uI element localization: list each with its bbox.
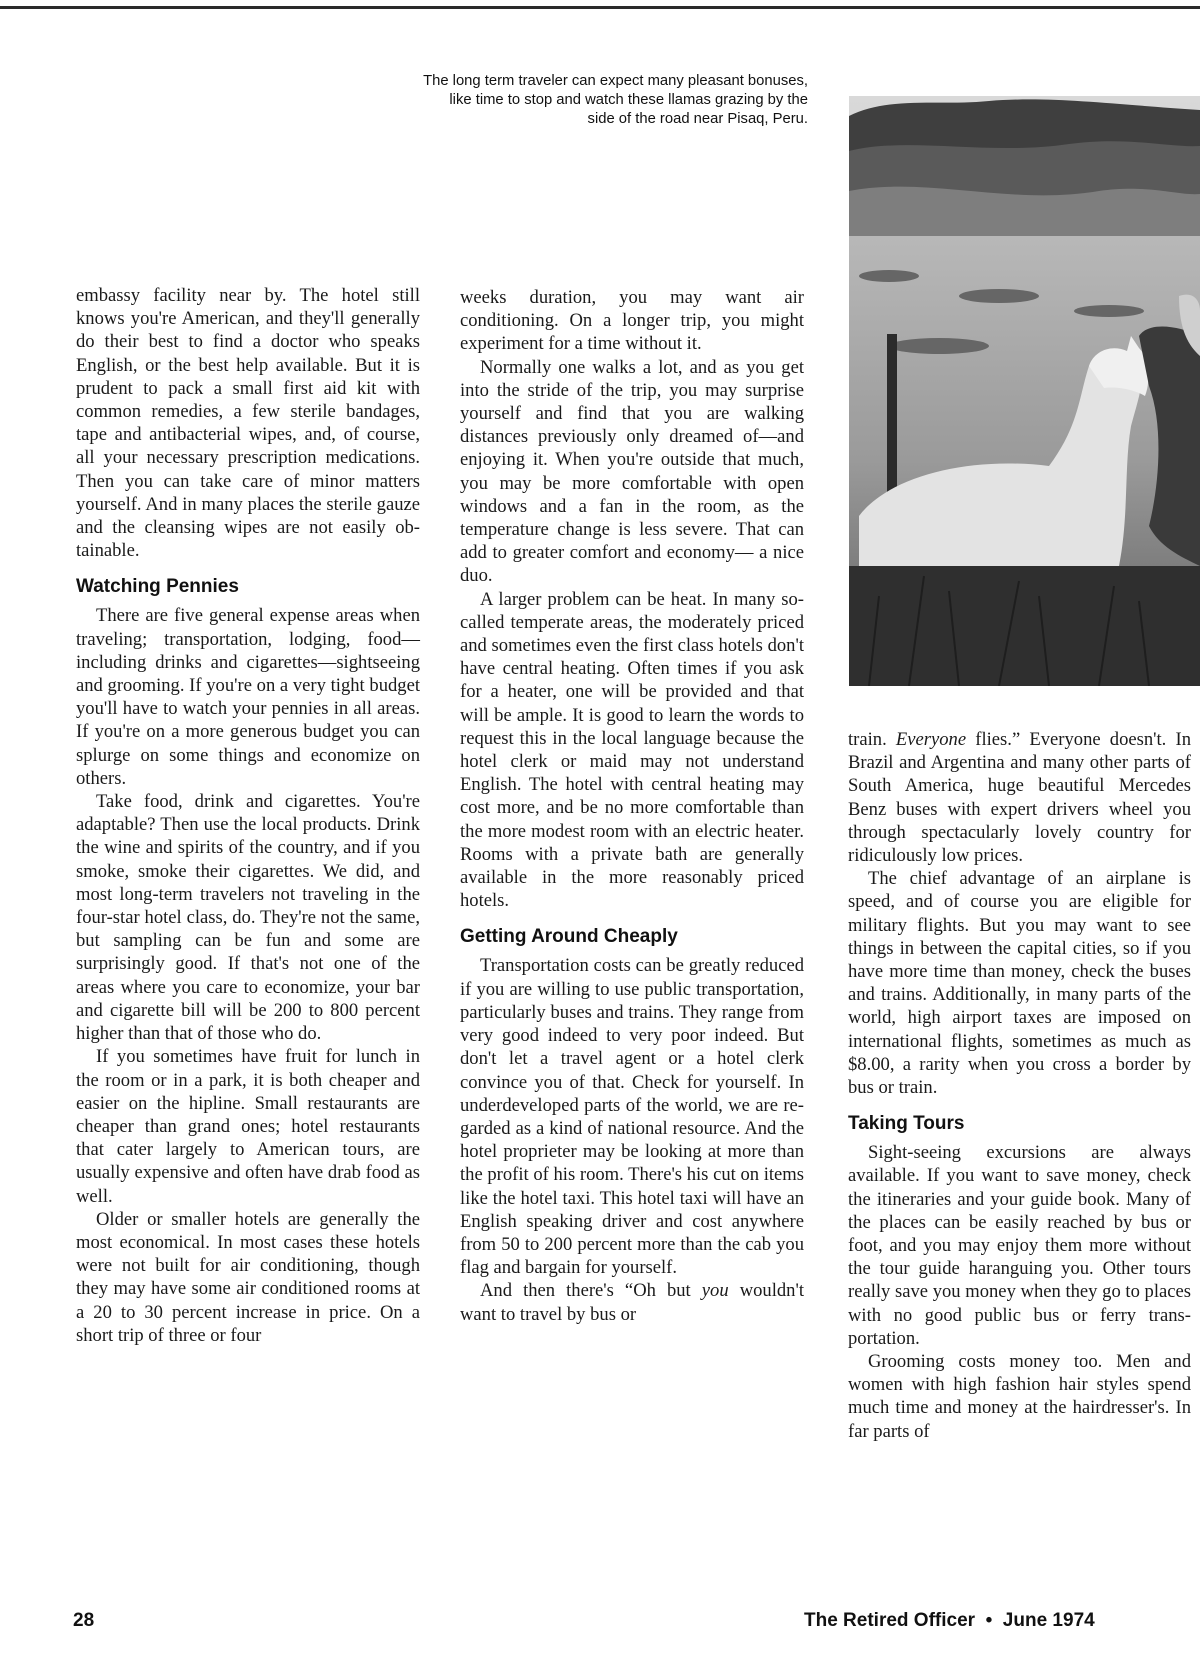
paragraph: Older or smaller hotels are generally the most economical. In most cases these hotels were not built for air conditioning, though they may have some air conditioned rooms at a 20 to 30 percent increase in price. On a short trip of three or four [76, 1208, 420, 1346]
column-3 [848, 728, 1191, 1443]
paragraph: weeks duration, you may want air conditioning. On a longer trip, you might experiment for a time without it. [460, 287, 804, 355]
text-run: And then there's “Oh but [480, 1280, 702, 1302]
paragraph: If you sometimes have fruit for lunch in the room or in a park, it is both cheaper and easier on the hipline. Small restaurants are cheaper than grand ones; hotel restaurants that cater largely to American tours, are usually expensive and often have drab food as well. [76, 1046, 420, 1207]
paragraph: There are five general expense areas when traveling; transportation, lodging, food—including drinks and cigarettes—sightseeing and grooming. If you're on a very tight budget you'll have to watch your pennies in all areas. If you're on a more generous budget you can splurge on some things and economize on others. [76, 605, 420, 789]
heading-getting-around-cheaply: Getting Around Cheaply [460, 926, 678, 948]
paragraph: Grooming costs money too. Men and women with high fashion hair styles spend much time and money at the hairdresser's. In far parts of [848, 1351, 1191, 1442]
text-run: flies.” Everyone doesn't. In Brazil and Argentina and many other parts of South America, huge beautiful Mercedes Benz buses with expert drivers wheel you through spectacularly lovely country for ridiculously low prices. [848, 729, 1191, 867]
paragraph [460, 1279, 804, 1325]
photo-caption: The long term traveler can expect many pleasant bonuses, like time to stop and watch these llamas grazing by the side of the road near Pisaq, Peru. [423, 73, 808, 127]
llama-photo [849, 96, 1200, 686]
page-number: 28 [73, 1610, 95, 1631]
column-2 [460, 286, 804, 1326]
text-run: train. [848, 729, 896, 750]
heading-watching-pennies: Watching Pennies [76, 576, 239, 598]
paragraph: A larger problem can be heat. In many so-called temperate areas, the moderately priced and sometimes even the first class hotels don't have central heating. Often times if you ask for a heater, one will be provided and that will be ample. It is good to learn the words to request this in the local language because the hotel clerk or maid may not understand English. The hotel with central heating may cost more, and be no more comfortable than the more modest room with an electric heater. Rooms with a private bath are generally available in the more reasonably priced hotels. [460, 588, 804, 912]
publication-footer: The Retired Officer • June 1974 [804, 1610, 1095, 1631]
paragraph: Sight-seeing excursions are always available. If you want to save money, check the itineraries and your guide book. Many of the places can be easily reached by bus or foot, and you may enjoy them more without the tour guide haranguing you. Other tours really save you money when they go to places with no good public bus or ferry transportation. [848, 1142, 1191, 1349]
heading-taking-tours: Taking Tours [848, 1113, 965, 1135]
top-rule [0, 6, 1200, 9]
paragraph [848, 728, 1191, 867]
emphasis: Everyone [895, 729, 967, 750]
emphasis: you [701, 1280, 729, 1302]
paragraph: Normally one walks a lot, and as you get into the stride of the trip, you may surprise yourself and find that you are walking distances previously only dreamed of—and enjoying it. When you're outside that much, you may be more comfortable with open windows and a fan in the room, as the temperature change is less severe. That can add to greater comfort and economy— a nice duo. [460, 356, 804, 587]
paragraph: Take food, drink and cigarettes. You're adaptable? Then use the local products. Drink the wine and spirits of the country, and if you smoke, smoke their cigarettes. We did, and most long-term travelers not traveling in the four-star hotel class, do. They're not the same, but sampling can be fun and some are surprisingly good. If that's not one of the areas where you care to economize, your bar and cigarette bill will be 200 to 800 percent higher than that of those who do. [76, 791, 420, 1045]
column-1 [76, 284, 420, 1347]
paragraph: embassy facility near by. The hotel still knows you're American, and they'll generally do their best to find a doctor who speaks English, or the best help available. But it is prudent to pack a small first aid kit with common remedies, a few sterile bandages, tape and antibacterial wipes, and, of course, all your necessary prescription medications. Then you can take care of minor matters yourself. And in many places the sterile gauze and the cleansing wipes are not easily obtainable. [76, 285, 420, 562]
paragraph: Transportation costs can be greatly reduced if you are willing to use public transportation, particularly buses and trains. They range from very good indeed to very poor indeed. But don't let a travel agent or a hotel clerk convince you of that. Check for yourself. In underdeveloped parts of the world, we are regarded as a kind of national resource. And the hotel proprieter may be looking at more than the profit of his room. There's his cut on items like the hotel taxi. This hotel taxi will have an English speaking driver and cost anywhere from 50 to 200 percent more than the cab you flag and bargain for yourself. [460, 955, 804, 1279]
paragraph: The chief advantage of an airplane is speed, and of course you are eligible for military flights. But you may want to see things in between the capital cities, so if you have more time than money, check the buses and trains. Additionally, in many parts of the world, high airport taxes are imposed on international flights, sometimes as much as $8.00, a rarity when you cross a border by bus or train. [848, 868, 1191, 1099]
text-run: wouldn't want to travel by bus or [460, 1280, 804, 1325]
